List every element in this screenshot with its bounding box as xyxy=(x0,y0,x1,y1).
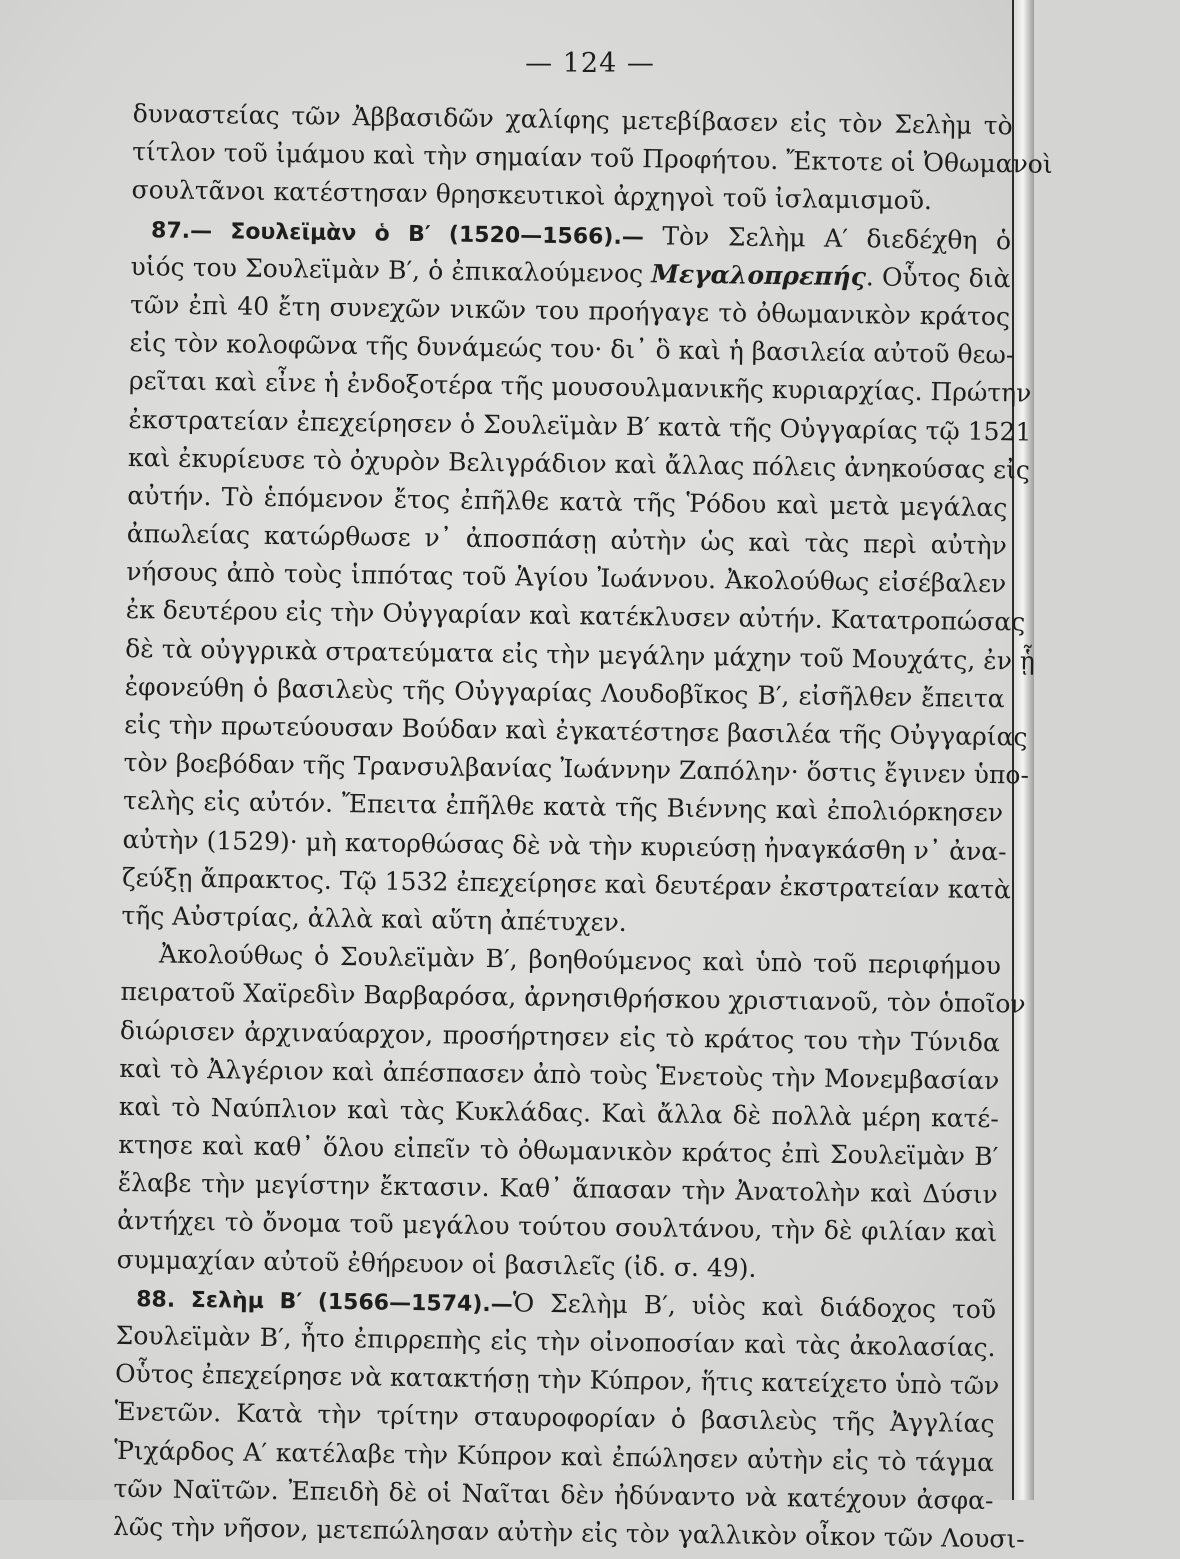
line-text: Τὸν Σελὴμ Α′ διεδέχθη ὁ xyxy=(643,220,1012,255)
line-text: ἀντήχει τὸ ὄνομα τοῦ μεγάλου τούτου σουλτάνου, τὴν δὲ φιλίαν καὶ xyxy=(117,1206,998,1248)
line-text: κτησε καὶ καθ᾽ ὅλου εἰπεῖν τὸ ὀθωμανικὸν κράτος ἐπὶ Σουλεϊμὰν Β′ xyxy=(118,1129,999,1172)
line-text: λῶς τὴν νῆσον, μετεπώλησαν αὐτὴν εἰς τὸν γαλλικὸν οἶκον τῶν Λουσι- xyxy=(112,1511,1025,1554)
line-text: διώρισεν ἀρχιναύαρχον, προσήρτησεν εἰς τὸ κράτος του τὴν Τύνιδα xyxy=(119,1015,1001,1057)
line-text: ἐκ δευτέρου εἰς τὴν Οὐγγαρίαν καὶ κατέκλυσεν αὐτήν. Κατατροπώσας xyxy=(125,595,1026,637)
line-text: ἔλαβε τὴν μεγίστην ἔκτασιν. Καθ᾽ ἅπασαν τὴν Ἀνατολὴν καὶ Δύσιν xyxy=(117,1168,998,1210)
line-text: Ὁ Σελὴμ Β′, υἱὸς καὶ διάδοχος τοῦ xyxy=(512,1288,997,1324)
line-text: καὶ τὸ Ναύπλιον καὶ τὰς Κυκλάδας. Καὶ ἄλλα δὲ πολλὰ μέρη κατέ- xyxy=(118,1091,999,1134)
line-text: σουλτᾶνοι κατέστησαν θρησκευτικοὶ ἀρχηγοὶ τοῦ ἰσλαμισμοῦ. xyxy=(131,175,933,216)
line-text: τῆς Αὐστρίας, ἀλλὰ καὶ αὕτη ἀπέτυχεν. xyxy=(121,900,627,937)
section-heading: 88. Σελὴμ Β′ (1566—1574).— xyxy=(136,1286,513,1318)
line-text: ἀπωλείας κατώρθωσε ν᾽ ἀποσπάσῃ αὐτὴν ὡς καὶ τὰς περὶ αὐτὴν xyxy=(126,519,1007,561)
line-text: εἰς τὸν κολοφῶνα τῆς δυνάμεώς του· δι᾽ ὃ καὶ ἡ βασιλεία αὐτοῦ θεω- xyxy=(129,328,1015,370)
line-text: καὶ ἐκυρίευσε τὸ ὀχυρὸν Βελιγράδιον καὶ ἄλλας πόλεις ἀνηκούσας εἰς xyxy=(127,442,1031,485)
line-text: τίτλον τοῦ ἰμάμου καὶ τὴν σημαίαν τοῦ Προφήτου. Ἔκτοτε οἱ Ὀθωμανοὶ xyxy=(132,137,1053,180)
line-text: νήσους ἀπὸ τοὺς ἱππότας τοῦ Ἁγίου Ἰωάννου. Ἀκολούθως εἰσέβαλεν xyxy=(126,557,1007,599)
page-number: — 124 — xyxy=(525,48,655,79)
section-heading: 87.— Σουλεϊμὰν ὁ Β′ (1520—1566).— xyxy=(150,217,644,250)
line-text: αὐτήν. Τὸ ἑπόμενον ἔτος ἐπῆλθε κατὰ τῆς Ῥόδου καὶ μετὰ μεγάλας xyxy=(127,480,1008,523)
line-text: συμμαχίαν αὐτοῦ ἐθήρευον οἱ βασιλεῖς (ἰδ. σ. 49). xyxy=(116,1244,757,1283)
line-text: Ἀκολούθως ὁ Σουλεϊμὰν Β′, βοηθούμενος καὶ ὑπὸ τοῦ περιφήμου xyxy=(158,939,1002,981)
line-text: δυναστείας τῶν Ἀββασιδῶν χαλίφης μετεβίβασεν εἰς τὸν Σελὴμ τὸ xyxy=(132,98,1013,141)
line-text: αὐτὴν (1529)· μὴ κατορθώσας δὲ νὰ τὴν κυριεύσῃ ἠναγκάσθη ν᾽ ἀνα- xyxy=(122,824,1007,866)
line-text: ἐφονεύθη ὁ βασιλεὺς τῆς Οὐγγαρίας Λουδοβῖκος Β′, εἰσῆλθεν ἔπειτα xyxy=(124,671,1005,714)
line-text: Σουλεϊμὰν Β′, ἦτο ἐπιρρεπὴς εἰς τὴν οἰνοποσίαν καὶ τὰς ἀκολασίας. xyxy=(115,1320,996,1363)
line-text: ἐκστρατείαν ἐπεχείρησεν ὁ Σουλεϊμὰν Β′ κατὰ τῆς Οὐγγαρίας τῷ 1521 xyxy=(128,404,1032,447)
emphasized-epithet: Μεγαλοπρεπής xyxy=(651,259,867,291)
line-text: δὲ τὰ οὐγγρικὰ στρατεύματα εἰς τὴν μεγάλην μάχην τοῦ Μουχάτς, ἐν ᾗ xyxy=(125,633,1036,676)
line-text: εἰς τὴν πρωτεύουσαν Βούδαν καὶ ἐγκατέστησε βασιλέα τῆς Οὐγγαρίας xyxy=(124,709,1028,752)
line-text: Ῥιχάρδος Α′ κατέλαβε τὴν Κύπρον καὶ ἐπώλησεν αὐτὴν εἰς τὸ τάγμα xyxy=(113,1435,995,1477)
body-text xyxy=(112,95,1053,1558)
line-text: τῶν Ναϊτῶν. Ἐπειδὴ δὲ οἱ Ναῖται δὲν ἠδύναντο νὰ κατέχουν ἀσφα- xyxy=(113,1473,994,1515)
line-text: τελὴς εἰς αὐτόν. Ἔπειτα ἐπῆλθε κατὰ τῆς Βιέννης καὶ ἐπολιόρκησεν xyxy=(122,786,1004,828)
line-text: ζεύξῃ ἄπρακτος. Τῷ 1532 ἐπεχείρησε καὶ δευτέραν ἐκστρατείαν κατὰ xyxy=(121,862,1012,905)
line-text: τῶν ἐπὶ 40 ἔτη συνεχῶν νικῶν του προήγαγε τὸ ὀθωμανικὸν κράτος xyxy=(129,289,1011,332)
text-fragment: υἱός του Σουλεϊμὰν Β′, ὁ ἐπικαλούμενος xyxy=(130,251,652,289)
line-text: ρεῖται καὶ εἶνε ἡ ἐνδοξοτέρα τῆς μουσουλμανικῆς κυριαρχίας. Πρώτην xyxy=(128,366,1032,408)
line-text: καὶ τὸ Ἀλγέριον καὶ ἀπέσπασεν ἀπὸ τοὺς Ἑνετοὺς τὴν Μονεμβασίαν xyxy=(119,1053,1000,1095)
line-text: τὸν βοεβόδαν τῆς Τρανσυλβανίας Ἰωάννην Ζαπόλην· ὅστις ἔγινεν ὑπο- xyxy=(123,748,1030,790)
line-text: Οὗτος ἐπεχείρησε νὰ κατακτήσῃ τὴν Κύπρον, ἥτις κατείχετο ὑπὸ τῶν xyxy=(114,1359,1000,1401)
text-fragment: . Οὗτος διὰ xyxy=(865,262,1011,294)
line-text: πειρατοῦ Χαϊρεδὶν Βαρβαρόσα, ἀρνησιθρήσκου χριστιανοῦ, τὸν ὁποῖον xyxy=(120,977,1026,1019)
line-text: Ἑνετῶν. Κατὰ τὴν τρίτην σταυροφορίαν ὁ βασιλεὺς τῆς Ἀγγλίας xyxy=(114,1397,995,1439)
